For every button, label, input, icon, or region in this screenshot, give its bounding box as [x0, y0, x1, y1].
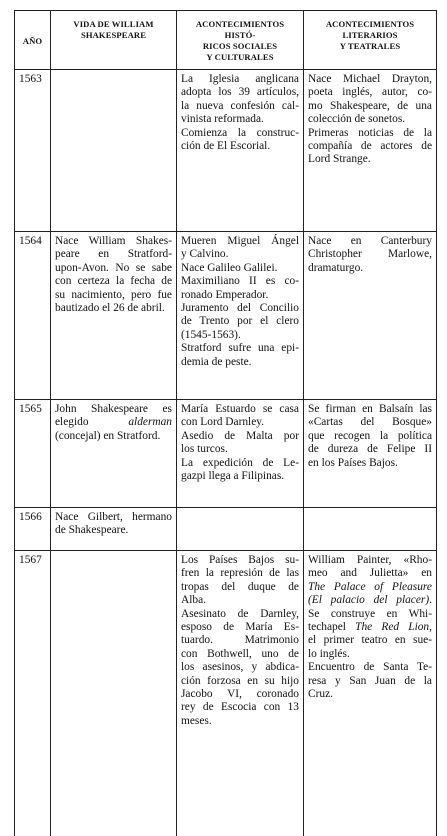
life-line: bautizado el 26 de abril. [55, 302, 165, 315]
table-row [15, 232, 437, 400]
literary-line: «Cartas del Bosque» [308, 416, 432, 429]
literary-cell [304, 70, 437, 232]
header-literary-line: ACONTECIMIENTOS [325, 19, 415, 29]
life-cell [51, 551, 177, 836]
literary-cell [304, 551, 437, 836]
header-history [177, 11, 304, 70]
history-line: Asedio de Malta por [181, 429, 299, 442]
literary-line: mo Shakespeare, de una [308, 99, 432, 112]
literary-line: en los Países Bajos. [308, 456, 398, 469]
history-line: (1545-1563). [181, 328, 241, 341]
header-history-line: ACONTECIMIENTOS HISTÓ- [195, 19, 285, 40]
history-line: Maximiliano II es co- [181, 275, 299, 288]
history-line: rey de Escocia con 13 [181, 701, 299, 714]
history-line: María Estuardo se casa [181, 403, 299, 415]
literary-line: lo inglés. [308, 647, 350, 660]
year-cell: 1567 [15, 551, 51, 836]
header-literary-line: LITERARIOS [342, 30, 398, 40]
history-line: demia de peste. [181, 355, 252, 368]
history-line: La Iglesia anglicana [181, 73, 299, 85]
life-line: elegido alderman [55, 416, 172, 429]
history-cell [177, 70, 304, 232]
life-line: con certeza la fecha de [55, 275, 172, 288]
history-line: y Calvino. [181, 248, 229, 261]
life-cell [51, 70, 177, 232]
life-line: su nacimiento, pero fue [55, 288, 172, 301]
history-line: la nueva confesión cal- [181, 99, 299, 112]
literary-line: (El palacio del placer). [308, 594, 432, 607]
history-line: ronado Emperador. [181, 288, 269, 301]
history-line: La expedición de Le- [181, 456, 299, 469]
table-row [15, 551, 437, 836]
life-line: Nace Gilbert, hermano [55, 511, 172, 523]
literary-line: Cruz. [308, 688, 333, 701]
literary-line: meo and Julietta» en [308, 567, 432, 580]
table-row [15, 508, 437, 551]
life-line: de Shakespeare. [55, 524, 129, 537]
history-line: tropas del duque de [181, 580, 299, 593]
life-line: John Shakespeare es [55, 403, 172, 415]
header-row [15, 11, 437, 70]
header-life [51, 11, 177, 70]
history-line: Stratford sufre una epi- [181, 342, 299, 355]
header-year: AÑO [15, 11, 51, 70]
history-line: Jacobo VI, coronado [181, 688, 299, 701]
header-history-line: RICOS SOCIALES [202, 41, 278, 51]
life-line: peare en Stratford- [55, 248, 172, 261]
chronology-table [14, 10, 437, 836]
history-line: Comienza la construc- [181, 126, 299, 139]
life-cell [51, 508, 177, 551]
literary-line: que recogen la política [308, 429, 432, 442]
life-line: (concejal) en Stratford. [55, 429, 161, 442]
life-line: upon-Avon. No se sabe [55, 261, 172, 274]
history-line: con Lord Darnley. [181, 416, 265, 429]
literary-line: Encuentro de Santa Te- [308, 661, 432, 674]
literary-line: Primeras noticias de la [308, 126, 432, 139]
table-row [15, 70, 437, 232]
chronology-table-wrapper [14, 10, 436, 836]
history-line: ción forzosa en su hijo [181, 674, 299, 687]
year-cell: 1565 [15, 400, 51, 508]
history-line: fren la represión de las [181, 567, 299, 580]
literary-line: de dureza de Felipe II [308, 443, 432, 456]
header-life-line: VIDA DE WILLIAM [73, 19, 154, 29]
literary-line: Christopher Marlowe, [308, 248, 432, 261]
year-cell: 1563 [15, 70, 51, 232]
history-line: Los Países Bajos su- [181, 554, 299, 566]
history-line: vinista reformada. [181, 113, 264, 126]
header-life-line: SHAKESPEARE [80, 30, 147, 40]
literary-line: William Painter, «Rho- [308, 554, 432, 566]
history-line: con Bothwell, uno de [181, 647, 299, 660]
history-line: ción de El Escorial. [181, 140, 271, 153]
literary-line: resa y San Juan de la [308, 674, 432, 687]
literary-line: colección de sonetos. [308, 113, 406, 126]
header-literary [304, 11, 437, 70]
history-line: adopta los 39 artículos, [181, 86, 299, 99]
history-line: Alba. [181, 594, 206, 607]
history-cell [177, 508, 304, 551]
history-line: Asesinato de Darnley, [181, 607, 299, 620]
history-line: gazpi llega a Filipinas. [181, 470, 285, 483]
history-line: meses. [181, 714, 212, 727]
literary-line: The Palace of Pleasure [308, 580, 432, 593]
literary-line: Lord Strange. [308, 153, 371, 166]
history-line: Nace Galileo Galilei. [181, 261, 278, 274]
year-cell: 1566 [15, 508, 51, 551]
literary-line: el primer teatro en sue- [308, 634, 432, 647]
history-cell [177, 551, 304, 836]
literary-line: Se firman en Balsaín las [308, 403, 432, 415]
literary-line: Nace Michael Drayton, [308, 73, 432, 85]
history-line: los asesinos, y abdica- [181, 661, 299, 674]
header-history-line: Y CULTURALES [206, 52, 274, 62]
literary-line: poeta inglés, autor, co- [308, 86, 432, 99]
header-literary-line: Y TEATRALES [339, 41, 401, 51]
history-line: tuardo. Matrimonio [181, 634, 299, 647]
history-line: Mueren Miguel Ángel [181, 235, 299, 247]
history-line: de Trento por el clero [181, 315, 299, 328]
life-cell [51, 400, 177, 508]
literary-cell [304, 400, 437, 508]
literary-cell [304, 508, 437, 551]
life-line: Nace William Shakes- [55, 235, 172, 247]
history-line: Juramento del Concilio [181, 302, 299, 315]
literary-line: Se construye en Whi- [308, 607, 432, 620]
literary-line: compañía de actores de [308, 140, 432, 153]
history-line: los turcos. [181, 443, 228, 456]
year-cell: 1564 [15, 232, 51, 400]
history-line: esposo de María Es- [181, 621, 299, 634]
table-row [15, 400, 437, 508]
literary-line: dramaturgo. [308, 261, 364, 274]
life-cell [51, 232, 177, 400]
history-cell [177, 400, 304, 508]
literary-line: techapel The Red Lion, [308, 621, 432, 634]
literary-line: Nace en Canterbury [308, 235, 432, 247]
literary-cell [304, 232, 437, 400]
history-cell [177, 232, 304, 400]
